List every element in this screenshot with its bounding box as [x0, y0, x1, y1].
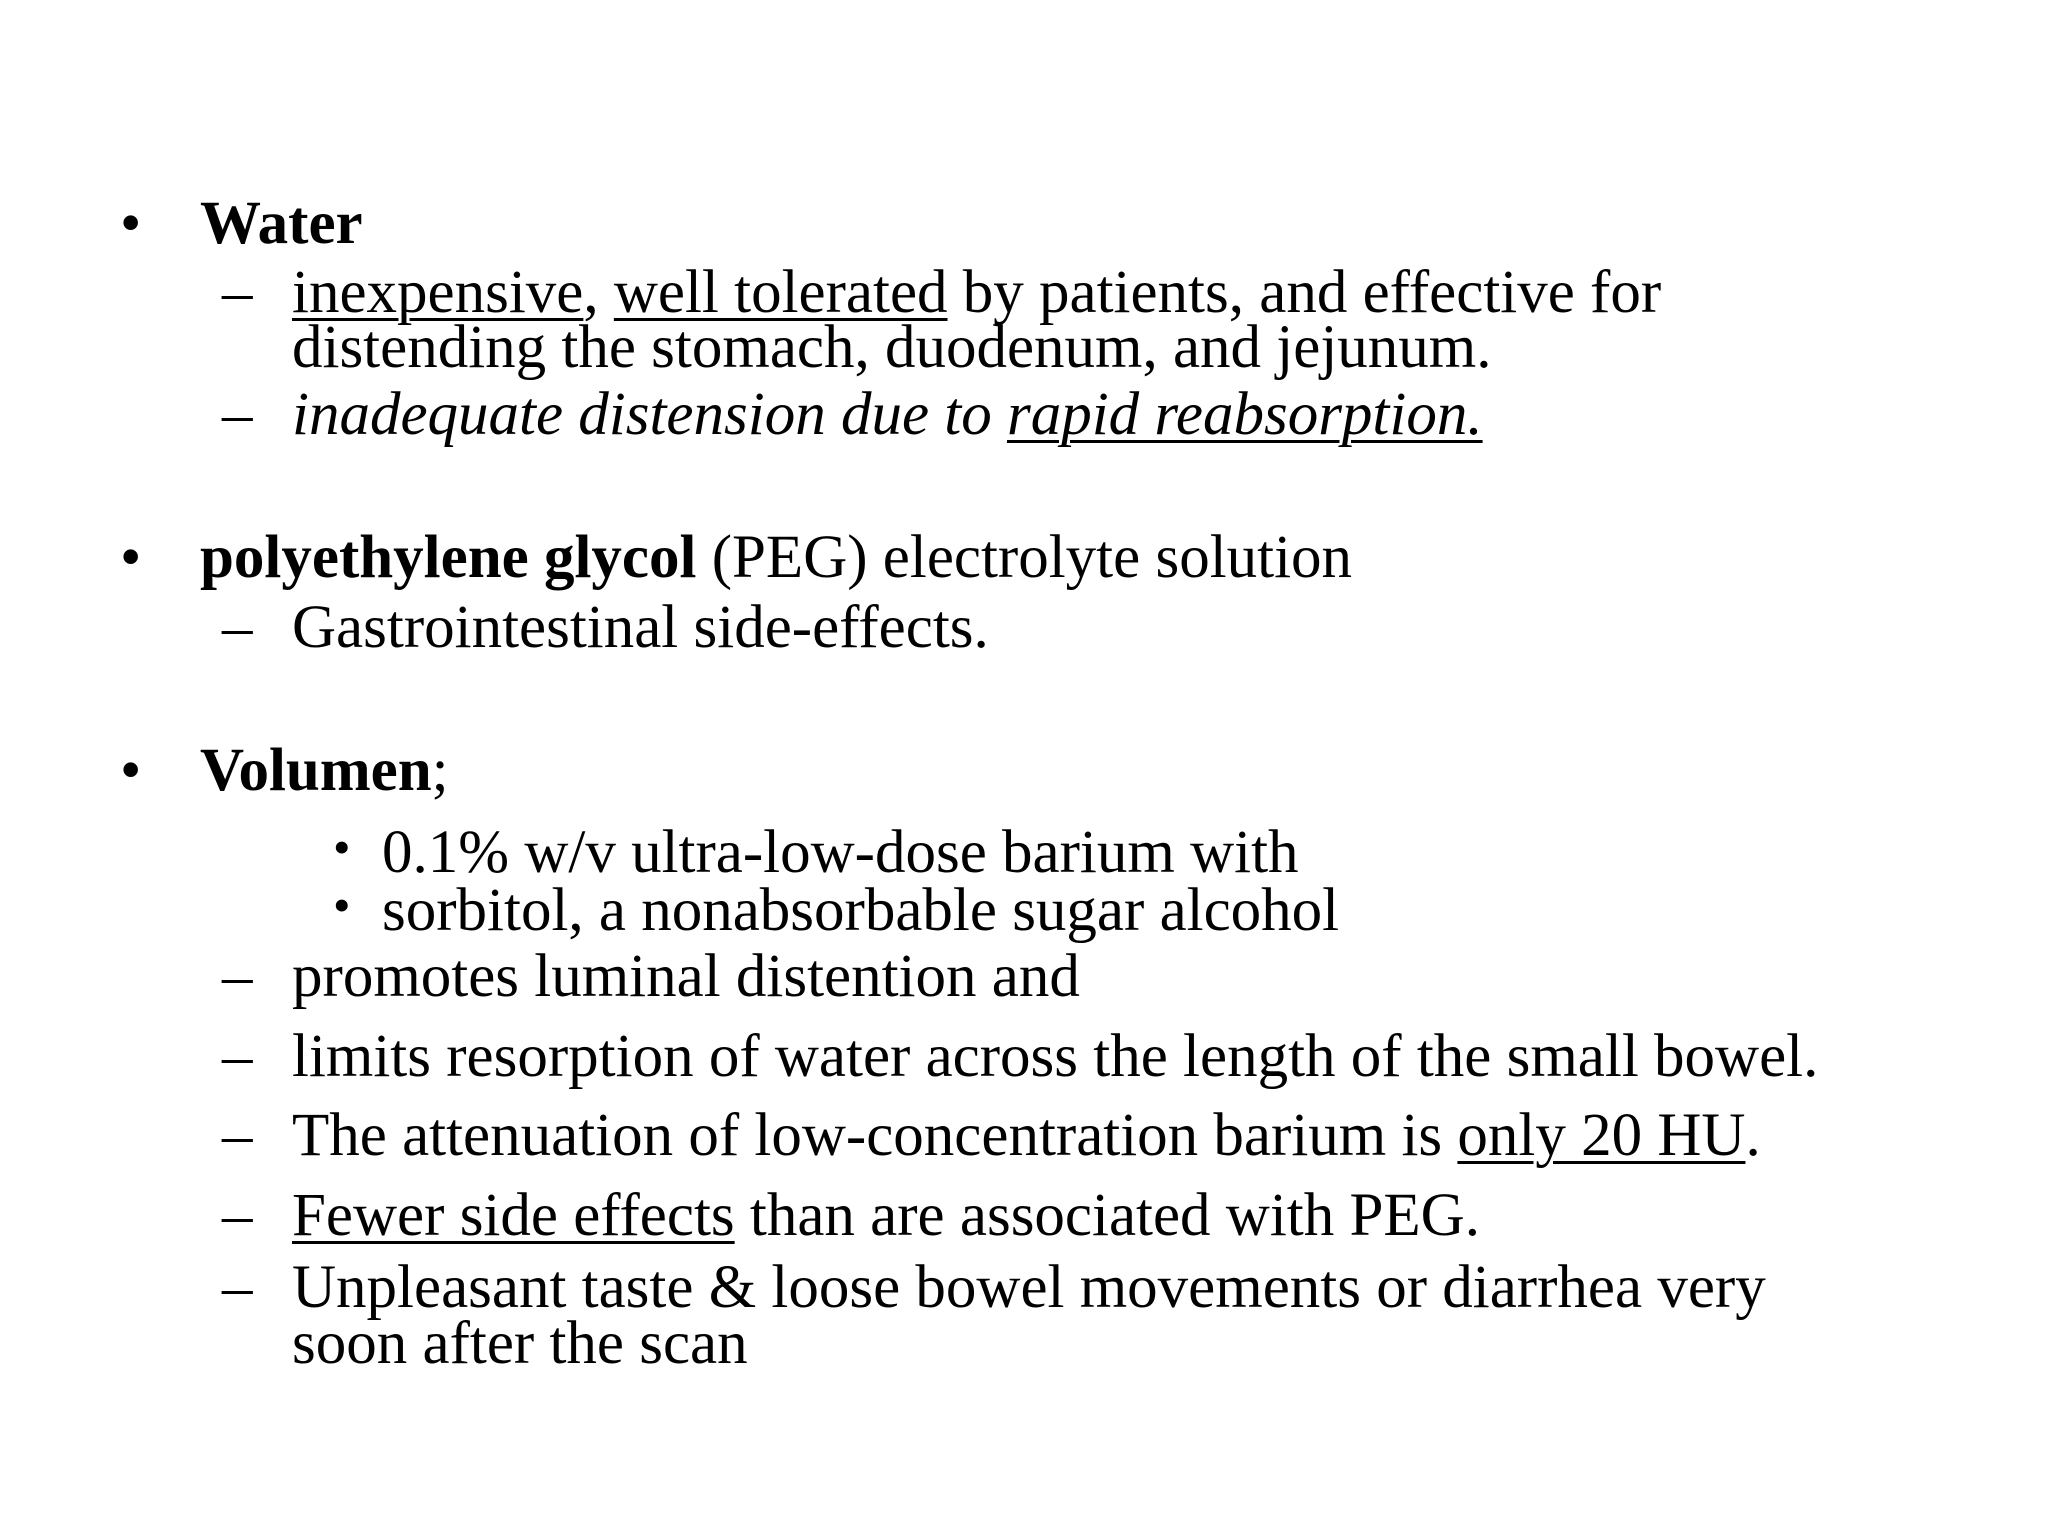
dash-marker: – — [222, 259, 253, 326]
bold-text: Volumen — [200, 737, 432, 804]
sub-bullet-marker: • — [333, 877, 351, 933]
bullet-marker: • — [120, 524, 142, 591]
heading-volumen — [200, 737, 449, 804]
dash-marker: – — [222, 1102, 253, 1169]
water-item-1-line-2: distending the stomach, duodenum, and jejunum. — [292, 314, 1492, 381]
text: than are associated with PEG. — [734, 1182, 1480, 1249]
volumen-item-4 — [292, 1182, 1480, 1249]
text: by patients, and effective for — [947, 259, 1662, 326]
heading-peg — [200, 524, 1353, 591]
dash-marker: – — [222, 943, 253, 1010]
underlined-text: inexpensive — [292, 259, 584, 326]
underlined-text: Fewer side effects — [292, 1182, 735, 1249]
dash-marker: – — [222, 1182, 253, 1249]
dash-marker: – — [222, 381, 253, 448]
text: The attenuation of low-concentration barium is — [292, 1102, 1458, 1169]
volumen-item-1: promotes luminal distention and — [292, 943, 1080, 1010]
volumen-item-5-line-1: Unpleasant taste & loose bowel movements or diarrhea very — [292, 1254, 1766, 1321]
text: , — [583, 259, 614, 326]
italic-underlined-text: rapid reabsorption. — [1006, 381, 1483, 448]
sub-bullet-2: sorbitol, a nonabsorbable sugar alcohol — [382, 877, 1340, 944]
text: (PEG) electrolyte solution — [696, 524, 1353, 591]
peg-item-1: Gastrointestinal side-effects. — [292, 594, 989, 661]
underlined-text: well tolerated — [613, 259, 948, 326]
bullet-marker: • — [120, 737, 142, 804]
dash-marker: – — [222, 1254, 253, 1321]
text: . — [1745, 1102, 1761, 1169]
text: ; — [431, 737, 449, 804]
bold-text: polyethylene glycol — [200, 524, 697, 591]
heading-water: Water — [200, 190, 363, 257]
dash-marker: – — [222, 594, 253, 661]
water-item-2 — [292, 381, 1483, 448]
underlined-text: only 20 HU — [1457, 1102, 1746, 1169]
bullet-marker: • — [120, 190, 142, 257]
sub-bullet-marker: • — [333, 819, 351, 875]
dash-marker: – — [222, 1023, 253, 1090]
volumen-item-3 — [292, 1102, 1761, 1169]
italic-text: inadequate distension due to — [292, 381, 1007, 448]
volumen-item-2: limits resorption of water across the length of the small bowel. — [292, 1023, 1819, 1090]
volumen-item-5-line-2: soon after the scan — [292, 1310, 748, 1377]
sub-bullet-1: 0.1% w/v ultra-low-dose barium with — [382, 819, 1299, 886]
